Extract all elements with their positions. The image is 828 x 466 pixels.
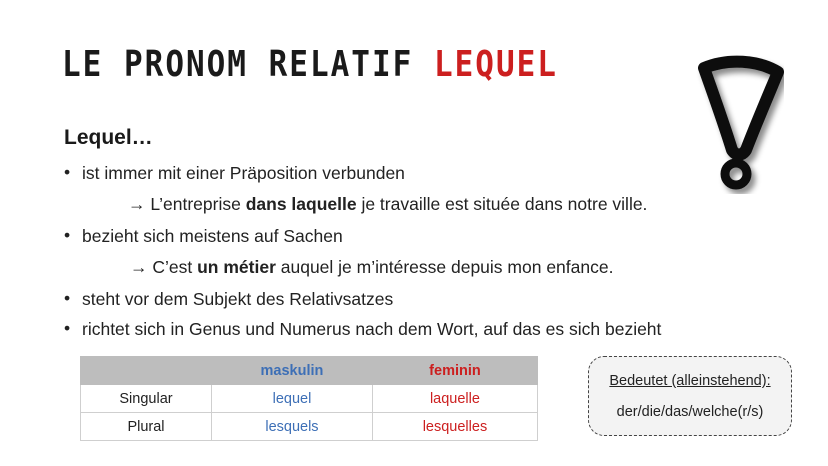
bullet-item	[64, 319, 661, 340]
example-bold: un métier	[197, 257, 276, 277]
bullet-text: steht vor dem Subjekt des Relativsatzes	[82, 289, 394, 309]
bullet-dot: •	[64, 225, 71, 245]
table-header-cell	[81, 357, 212, 385]
example-sentence	[130, 257, 613, 278]
example-pre: → C’est	[130, 257, 198, 277]
exclamation-mark-icon	[694, 54, 784, 194]
table-row	[81, 413, 538, 441]
example-post: je travaille est située dans notre ville.	[356, 194, 648, 214]
table-header-feminine: feminin	[372, 357, 537, 385]
example-pre: → L’entreprise	[128, 194, 246, 214]
example-sentence	[128, 194, 647, 215]
bullet-item	[64, 289, 393, 310]
title-accent: LEQUEL	[433, 44, 558, 86]
slide-title	[62, 44, 558, 85]
bullet-item	[64, 226, 343, 247]
bullet-text: ist immer mit einer Präposition verbunden	[82, 163, 405, 183]
example-post: auquel je m’intéresse depuis mon enfance.	[275, 257, 614, 277]
table-cell-masculine: lesquels	[212, 413, 373, 441]
bullet-item	[64, 163, 405, 184]
lead-heading: Lequel…	[64, 126, 153, 149]
title-main: LE PRONOM RELATIF	[62, 44, 414, 86]
bullet-dot: •	[64, 288, 71, 308]
bullet-dot: •	[64, 318, 71, 338]
pronoun-forms-table	[80, 356, 538, 441]
note-text: der/die/das/welche(r/s)	[616, 404, 764, 420]
table-header-row	[81, 357, 538, 385]
bullet-text: richtet sich in Genus und Numerus nach dem Wort, auf das es sich bezieht	[82, 319, 662, 339]
table-cell-feminine: laquelle	[372, 385, 537, 413]
meaning-note-box	[588, 356, 792, 436]
table-header-masculine: maskulin	[212, 357, 373, 385]
table-row	[81, 385, 538, 413]
bullet-dot: •	[64, 162, 71, 182]
table-cell-feminine: lesquelles	[372, 413, 537, 441]
table-row-label: Singular	[81, 385, 212, 413]
table-cell-masculine: lequel	[212, 385, 373, 413]
table-row-label: Plural	[81, 413, 212, 441]
example-bold: dans laquelle	[245, 194, 357, 214]
note-heading: Bedeutet (alleinstehend):	[609, 373, 771, 389]
bullet-text: bezieht sich meistens auf Sachen	[82, 226, 343, 246]
